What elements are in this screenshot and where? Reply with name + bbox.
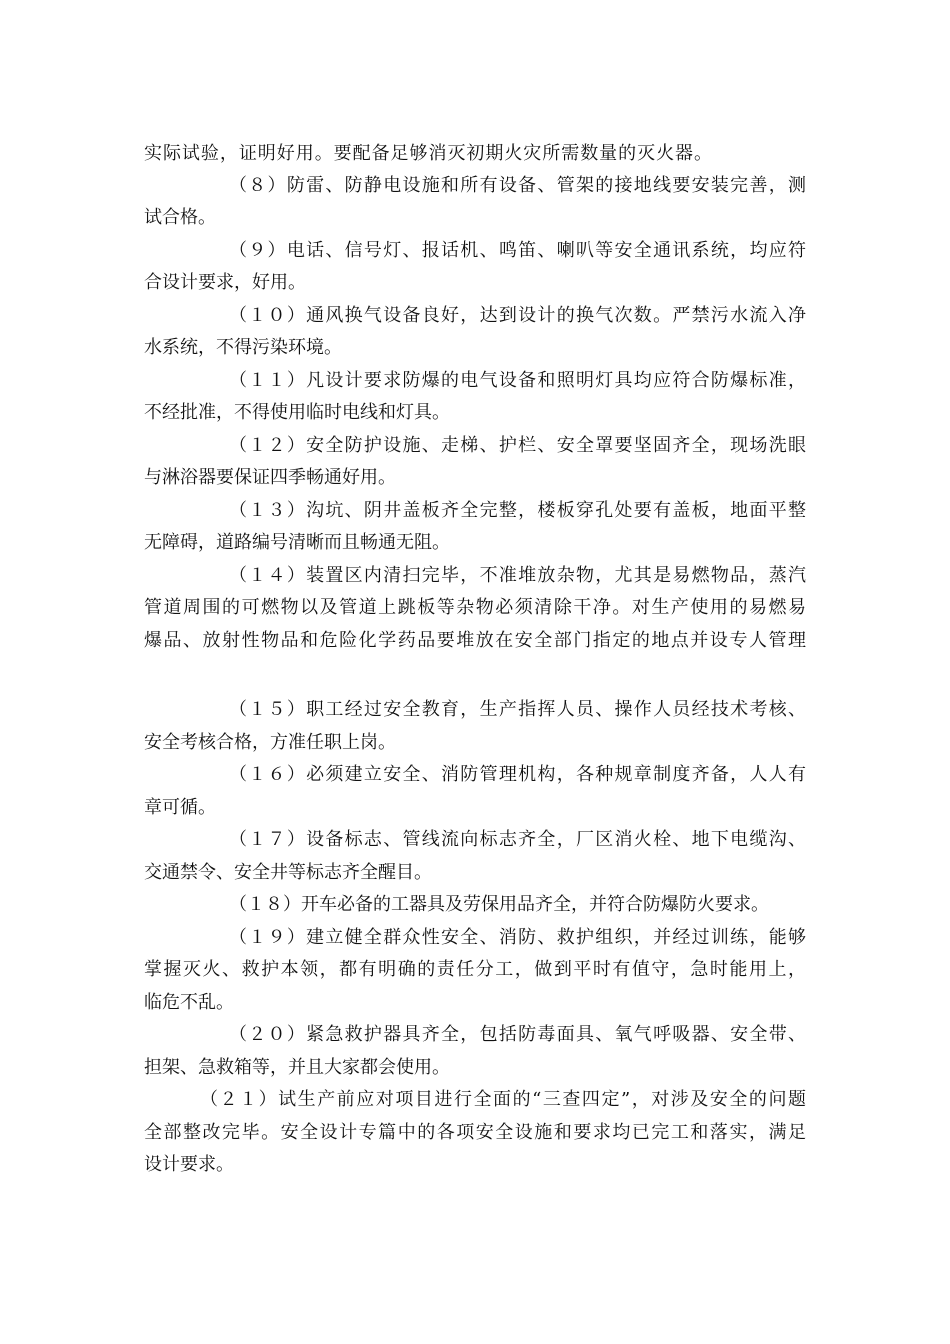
text-line: （２１）试生产前应对项目进行全面的“三查四定”，对涉及安全的问题: [200, 1089, 806, 1110]
text-line: 章可循。: [144, 797, 216, 818]
text-line: （２０）紧急救护器具齐全，包括防毒面具、氧气呼吸器、安全带、: [229, 1024, 806, 1045]
text-line: 交通禁令、安全井等标志齐全醒目。: [144, 862, 432, 883]
text-line: 水系统，不得污染环境。: [144, 337, 342, 358]
text-line: （１６）必须建立安全、消防管理机构，各种规章制度齐备，人人有: [229, 764, 806, 785]
text-line: 临危不乱。: [144, 992, 234, 1013]
text-line: 实际试验，证明好用。要配备足够消灭初期火灾所需数量的灭火器。: [144, 143, 712, 164]
text-line: （１４）装置区内清扫完毕，不准堆放杂物，尤其是易燃物品，蒸汽: [229, 565, 806, 586]
text-line: （１９）建立健全群众性安全、消防、救护组织，并经过训练，能够: [229, 927, 806, 948]
text-line: 设计要求。: [144, 1154, 234, 1175]
text-line: （８）防雷、防静电设施和所有设备、管架的接地线要安装完善，测: [229, 175, 806, 196]
text-line: 合设计要求，好用。: [144, 272, 306, 293]
text-line: 试合格。: [144, 207, 216, 228]
text-line: 不经批准，不得使用临时电线和灯具。: [144, 402, 450, 423]
text-line: 管道周围的可燃物以及管道上跳板等杂物必须清除干净。对生产使用的易燃易: [144, 597, 806, 618]
text-line: 安全考核合格，方准任职上岗。: [144, 732, 396, 753]
text-line: 爆品、放射性物品和危险化学药品要堆放在安全部门指定的地点并设专人管理: [144, 630, 806, 651]
text-line: 与淋浴器要保证四季畅通好用。: [144, 467, 396, 488]
text-line: 担架、急救箱等，并且大家都会使用。: [144, 1057, 450, 1078]
text-line: （１１）凡设计要求防爆的电气设备和照明灯具均应符合防爆标准，: [229, 370, 806, 391]
text-line: 无障碍，道路编号清晰而且畅通无阻。: [144, 532, 450, 553]
text-line: 掌握灭火、救护本领，都有明确的责任分工，做到平时有值守，急时能用上，: [144, 959, 806, 980]
text-line: 全部整改完毕。安全设计专篇中的各项安全设施和要求均已完工和落实，满足: [144, 1122, 806, 1143]
text-line: （１５）职工经过安全教育，生产指挥人员、操作人员经技术考核、: [229, 699, 806, 720]
text-line: （１０）通风换气设备良好，达到设计的换气次数。严禁污水流入净: [229, 305, 806, 326]
text-line: （９）电话、信号灯、报话机、鸣笛、喇叭等安全通讯系统，均应符: [229, 240, 806, 261]
text-line: （１８）开车必备的工器具及劳保用品齐全，并符合防爆防火要求。: [229, 894, 769, 915]
text-line: （１３）沟坑、阴井盖板齐全完整，楼板穿孔处要有盖板，地面平整: [229, 500, 806, 521]
text-line: （１７）设备标志、管线流向标志齐全，厂区消火栓、地下电缆沟、: [229, 829, 806, 850]
text-line: （１２）安全防护设施、走梯、护栏、安全罩要坚固齐全，现场洗眼: [229, 435, 806, 456]
